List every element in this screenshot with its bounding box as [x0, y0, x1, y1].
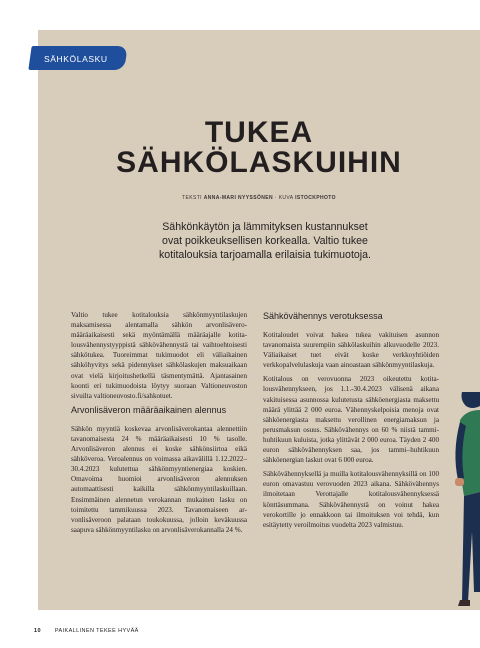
article-credit — [38, 195, 480, 201]
credit-image-source: ISTOCKPHOTO — [295, 195, 336, 201]
right-paragraph-1: Kotitaloudet voivat hakea tukea vakituisen asunnon tavanomaista suurempiin sähkölaskuihin alkuvuodelle 2023. Väliaikaiset tuet eivät koske verkkoyhtiöiden verkkopalvelulaskuja vaan ainoastaan sähkönmyyntilaskuja. — [263, 331, 439, 370]
credit-author: ANNA-MARI NYYSSÖNEN — [203, 195, 274, 201]
illustration-shoe — [458, 600, 470, 606]
lead-line-1: Sähkönkäytön ja lämmityksen kustannukset — [162, 221, 368, 233]
illustration-hair — [462, 392, 480, 408]
right-column — [263, 311, 439, 534]
credit-image-label: KUVA — [278, 195, 294, 201]
page-footer — [34, 626, 139, 636]
lead-line-2: ovat poikkeuksellisen korkealla. Valtio tukee — [162, 235, 368, 247]
left-paragraph-intro: Valtio tukee kotitalouksia sähkönmyyntilaskujen maksamisessa alentamalla sähkön arvonlisäveromääräaikaisesti sekä myöntämällä määräajalle kotitalousvähennystyyppistä sähkövähennystä tai vaihtoehtoisesti sähkötukea. Tuoreimmat tukimuodot eli väliaikainen sähköhyvitys sekä pidennykset sähkölaskujen maksuaikaan ovat vielä kirjoitushetkellä täsmentymättä. Ajantasainen koonti eri tukimuodoista löytyy suoraan Valtioneuvoston sivuilta valtioneuvosto.fi/sahkotuet. — [71, 311, 247, 400]
right-subheading: Sähkövähennys verotuksessa — [263, 311, 383, 321]
person-illustration — [452, 392, 480, 612]
right-paragraph-2: Kotitalous on verovuonna 2023 oikeutettu kotitalousvähennykseen, jos 1.1.-30.4.2023 välisenä aikana vakituisessa asunnossa kulutetusta sähköenergiasta maksettu määrä ylittää 2 000 euroa. Vähennyskelpoisia menoja ovat sähköenergiasta maksettu verollinen energiamaksun ja perusmaksun osuus. Sähkövähennys on 60 % niistä tammi-huhtikuun kuluista, jotka ylittävät 2 000 euroa. Täyden 2 400 euron sähkövähennyksen saa, jos tammi–huhtikuun sähköenergian laskut ovat 6 000 euroa. — [263, 375, 439, 465]
right-paragraph-3: Sähkövähennyksellä ja muilla kotitalousvähennyksillä on 100 euron omavastuu verovuoden 2023 aikana. Sähkövähennys ilmoitetaan Verottajalle kotitalousvähennyksessä könttäsummana. Sähkövähennystä on voinut hakea verokortille jo ennakkoon tai ilmoituksen voi tehdä, kun esitäytetty veroilmoitus vuodelta 2023 valmistuu. — [263, 470, 439, 529]
left-column — [71, 310, 247, 539]
title-line-2: SÄHKÖLASKUIHIN — [116, 146, 402, 179]
article-title — [38, 118, 480, 178]
section-label: SÄHKÖLASKU — [44, 54, 108, 64]
credit-text-label: TEKSTI — [182, 195, 202, 201]
title-line-1: TUKEA — [204, 116, 314, 149]
left-paragraph-vat: Sähkön myyntiä koskevaa arvonlisäverokantaa alennettiin tavanomaisesta 24 % määräaikaisesti 10 % tasolle. Arvonlisäveron alennus ei koske sähkönsiirtoa eikä sähköveroa. Veroalennus on voimassa aikavälillä 1.12.2022–30.4.2023 kulutettua sähkönmyyntienergiaa koskien. Omavoima huomioi arvonlisäveron alennuksen automaattisesti kaikilla sähkönmyyntilaskuillaan. Ensimmäinen alennetun verokannan mukainen lasku on toimitettu tammikuussa 2023. Tavanomaiseen arvonlisäveroon palataan toukokuussa, jolloin keväkuussa saapuva sähkönmyyntilasku on arvonlisäverokannalla 24 %. — [71, 424, 247, 534]
publication-name: PAIKALLINEN TEKEE HYVÄÄ — [54, 628, 139, 634]
illustration-legs — [462, 492, 480, 602]
credit-separator: · — [273, 195, 279, 201]
article-lead — [120, 220, 410, 262]
page-number: 10 — [34, 628, 41, 634]
left-subheading: Arvonlisäveron määräaikainen alennus — [71, 404, 227, 415]
lead-line-3: kotitalouksia tarjoamalla erilaisia tukimuotoja. — [159, 249, 371, 261]
illustration-hand — [455, 478, 464, 486]
